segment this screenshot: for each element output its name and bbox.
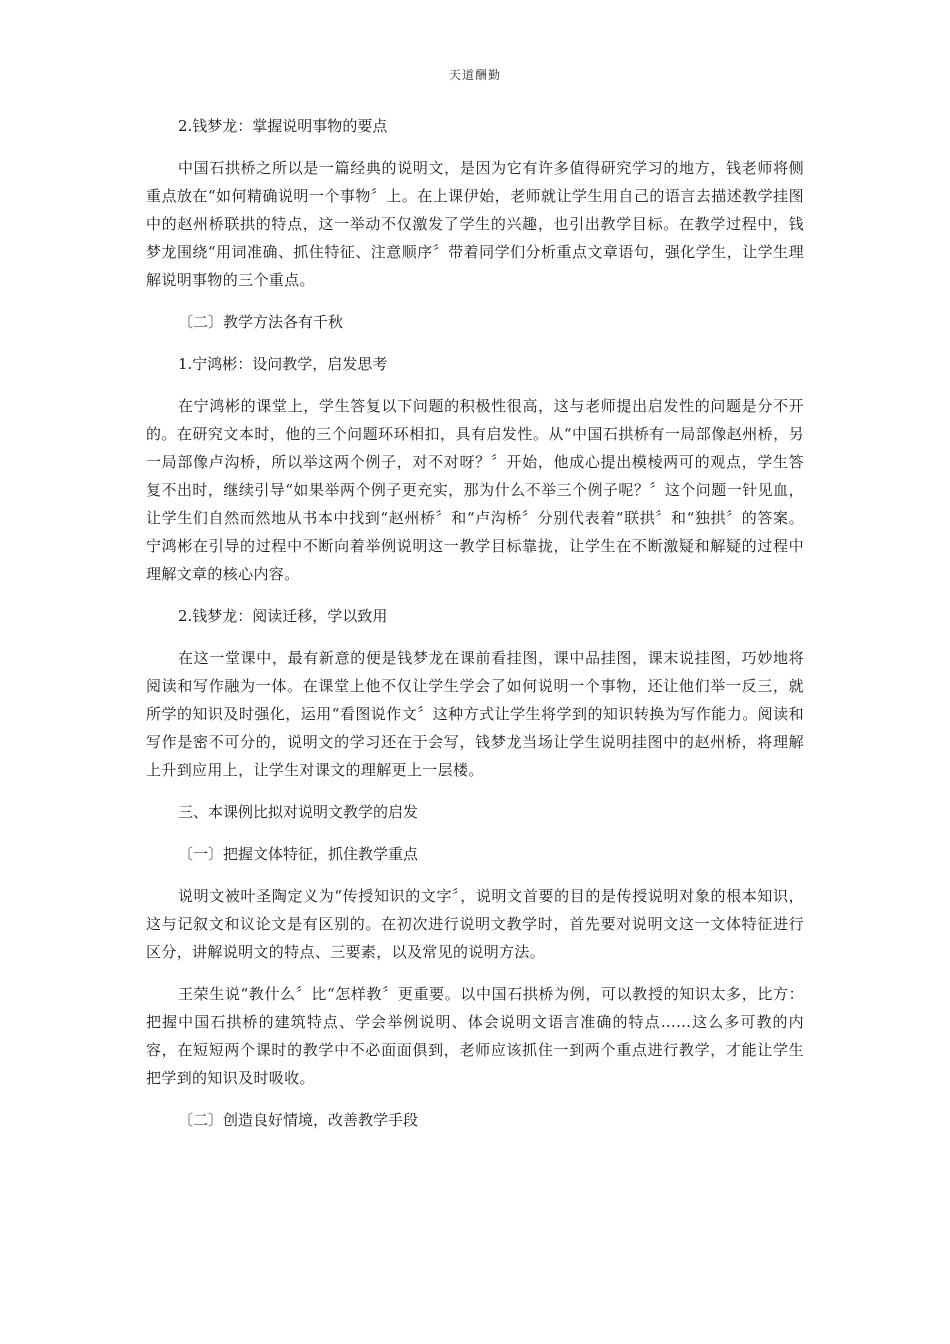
section-heading: 〔一〕把握文体特征，抓住教学重点 [178, 845, 419, 863]
paragraph: 在这一堂课中，最有新意的便是钱梦龙在课前看挂图，课中品挂图，课末说挂图，巧妙地将阅读和写作融为一体。在课堂上他不仅让学生学会了如何说明一个事物，还让他们举一反三，就所学的知识及时强化，运用“看图说作文〞这种方式让学生将学到的知识转换为写作能力。阅读和写作是密不可分的，说明文的学习还在于会写，钱梦龙当场让学生说明挂图中的赵州桥，将理解上升到应用上，让学生对课文的理解更上一层楼。 [146, 649, 804, 779]
paragraph: 中国石拱桥之所以是一篇经典的说明文，是因为它有许多值得研究学习的地方，钱老师将侧重点放在“如何精确说明一个事物〞上。在上课伊始，老师就让学生用自己的语言去描述教学挂图中的赵州桥联拱的特点，这一举动不仅激发了学生的兴趣，也引出教学目标。在教学过程中，钱梦龙围绕“用词准确、抓住特征、注意顺序〞带着同学们分析重点文章语句，强化学生，让学生理解说明事物的三个重点。 [146, 159, 804, 289]
page-header: 天道酬勤 [448, 68, 501, 82]
section-heading: 2.钱梦龙：掌握说明事物的要点 [178, 117, 388, 135]
section-heading: 〔二〕教学方法各有千秋 [178, 313, 344, 331]
paragraph: 王荣生说“教什么〞比“怎样教〞更重要。以中国石拱桥为例，可以教授的知识太多，比方：把握中国石拱桥的建筑特点、学会举例说明、体会说明文语言准确的特点……这么多可教的内容，在短短两个课时的教学中不必面面俱到，老师应该抓住一到两个重点进行教学，才能让学生把学到的知识及时吸收。 [146, 985, 804, 1087]
paragraph: 在宁鸿彬的课堂上，学生答复以下问题的积极性很高，这与老师提出启发性的问题是分不开的。在研究文本时，他的三个问题环环相扣，具有启发性。从“中国石拱桥有一局部像赵州桥，另一局部像卢沟桥，所以举这两个例子，对不对呀？〞开始，他成心提出模棱两可的观点，学生答复不出时，继续引导“如果举两个例子更充实，那为什么不举三个例子呢？〞这个问题一针见血，让学生们自然而然地从书本中找到“赵州桥〞和“卢沟桥〞分别代表着“联拱〞和“独拱〞的答案。宁鸿彬在引导的过程中不断向着举例说明这一教学目标靠拢，让学生在不断激疑和解疑的过程中理解文章的核心内容。 [146, 397, 804, 583]
document-body [146, 112, 804, 1148]
section-heading: 1.宁鸿彬：设问教学，启发思考 [178, 355, 388, 373]
paragraph: 说明文被叶圣陶定义为“传授知识的文字〞，说明文首要的目的是传授说明对象的根本知识，这与记叙文和议论文是有区别的。在初次进行说明文教学时，首先要对说明文这一文体特征进行区分，讲解说明文的特点、三要素，以及常见的说明方法。 [146, 887, 804, 961]
section-heading: 三、本课例比拟对说明文教学的启发 [178, 803, 419, 821]
section-heading: 2.钱梦龙：阅读迁移，学以致用 [178, 607, 388, 625]
section-heading: 〔二〕创造良好情境，改善教学手段 [178, 1111, 419, 1129]
